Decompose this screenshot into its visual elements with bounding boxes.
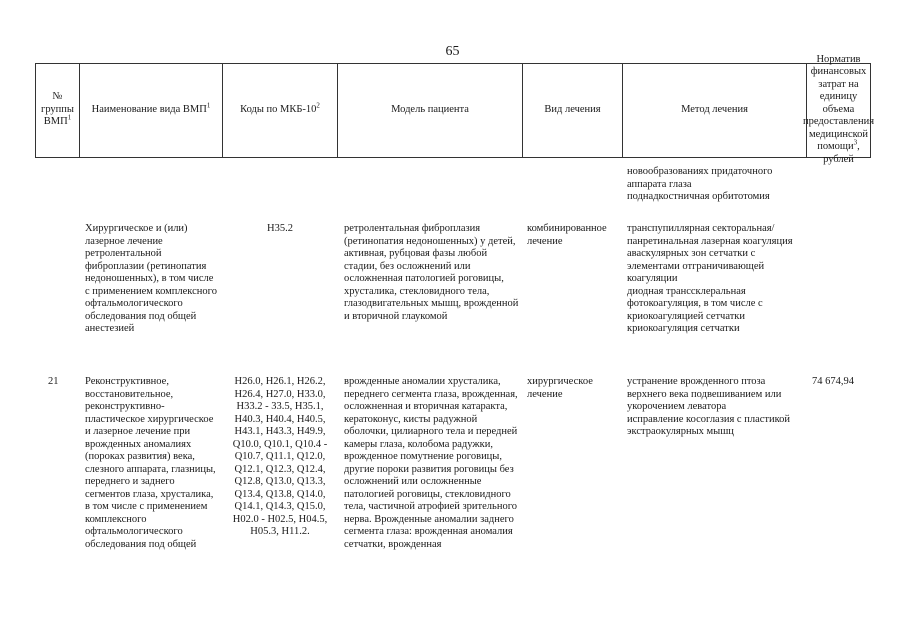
header-norm-unit: , рублей <box>823 141 860 165</box>
header-norm-cost <box>802 53 875 165</box>
method-item: диодная транссклеральная фотокоагуляция, в том числе с криокоагуляцией сетчатки <box>627 285 763 322</box>
header-name-text: Наименование вида ВМП <box>91 103 207 115</box>
header-treatment-type <box>523 63 622 157</box>
row-21-model: врожденные аномалии хрусталика, переднего сегмента глаза, врожденная, осложненная и вторичная катаракта, кератоконус, кисты радужной оболочки, цилиарного тела и передней камеры глаза, колобома радужки, врожденное помутнение роговицы, другие пороки развития роговицы без осложнений или осложненные патологией роговицы, стекловидного тела, частичной атрофией зрительного нерва. Врожденные аномалии заднего сегмента глаза: врожденная аномалия сетчатки, врожденная <box>344 376 518 550</box>
footnote-mark: 3 <box>853 138 858 147</box>
row-h35-methods <box>627 223 797 336</box>
row-h35-model: ретролентальная фиброплазия (ретинопатия недоношенных) у детей, активная, рубцовая фазы любой стадии, без осложнений или осложненная патологией роговицы, хрусталика, стекловидного тела, глазодвигательных мышц, врожденной и вторичной глаукомой <box>344 223 519 322</box>
row-h35-codes: H35.2 <box>267 223 293 234</box>
carryover-methods <box>627 166 803 204</box>
row-21-codes: H26.0, H26.1, H26.2, H26.4, H27.0, H33.0, H33.2 - 33.5, H35.1, H40.3, H40.4, H40.5, H43.1, H43.3, H49.9, Q10.0, Q10.1, Q10.4 - Q10.7, Q11.1, Q12.0, Q12.1, Q12.3, Q12.4, Q12.8, Q13.0, Q13.3, Q13.4, Q13.8, Q14.0, Q14.1, Q14.3, Q15.0, H02.0 - H02.5, H04.5, H05.3, H11.2. <box>232 376 328 537</box>
header-norm-text: Норматив финансовых затрат на единицу объема предоставления медицинской помощи <box>802 53 875 153</box>
header-group-number <box>36 63 79 157</box>
row-h35-treatment: комбинированное лечение <box>527 223 607 247</box>
row-21-name: Реконструктивное, восстановительное, реконструктивно-пластическое хирургическое и лазерное лечение при врожденных аномалиях (пороках развития) века, слезного аппарата, глазницы, переднего и заднего сегментов глаза, хрусталика, в том числе с применением комплексного офтальмологического обследования под общей <box>85 376 216 550</box>
footnote-mark: 1 <box>206 101 211 110</box>
header-patient-model <box>338 63 522 157</box>
row-21-methods <box>627 376 803 439</box>
header-icd-codes <box>223 63 337 157</box>
header-model-text: Модель пациента <box>391 103 469 115</box>
row-21-group: 21 <box>48 376 59 387</box>
row-21-treatment: хирургическое лечение <box>527 376 593 400</box>
header-vmp-name <box>80 63 222 157</box>
header-group-text: № группы ВМП <box>41 91 74 128</box>
footnote-mark: 1 <box>67 113 72 122</box>
method-item: исправление косоглазия с пластикой экстраокулярных мышц <box>627 413 791 437</box>
method-item: криокоагуляция сетчатки <box>627 323 740 334</box>
method-item: устранение врожденного птоза верхнего века подвешиванием или укорочением леватора <box>627 376 782 412</box>
row-h35-name: Хирургическое и (или) лазерное лечение ретролентальной фиброплазии (ретинопатия недоношенных), в том числе с применением комплексного офтальмологического обследования под общей анестезией <box>85 223 217 334</box>
header-treatment-method <box>623 63 806 157</box>
row-21-norm: 74 674,94 <box>812 376 854 387</box>
method-item: новообразованиях придаточного аппарата глаза <box>627 166 773 190</box>
header-codes-text: Коды по МКБ-10 <box>240 103 317 115</box>
page-number: 65 <box>445 44 460 59</box>
method-item: поднадкостничная орбитотомия <box>627 191 770 202</box>
footnote-mark: 2 <box>316 101 320 110</box>
header-method-text: Метод лечения <box>681 103 748 115</box>
header-type-text: Вид лечения <box>544 103 601 115</box>
method-item: транспупиллярная секторальная/панретинальная лазерная коагуляция аваскулярных зон сетчатки с элементами отграничивающей коагуляции <box>627 223 793 284</box>
table-header-rule <box>35 157 871 158</box>
